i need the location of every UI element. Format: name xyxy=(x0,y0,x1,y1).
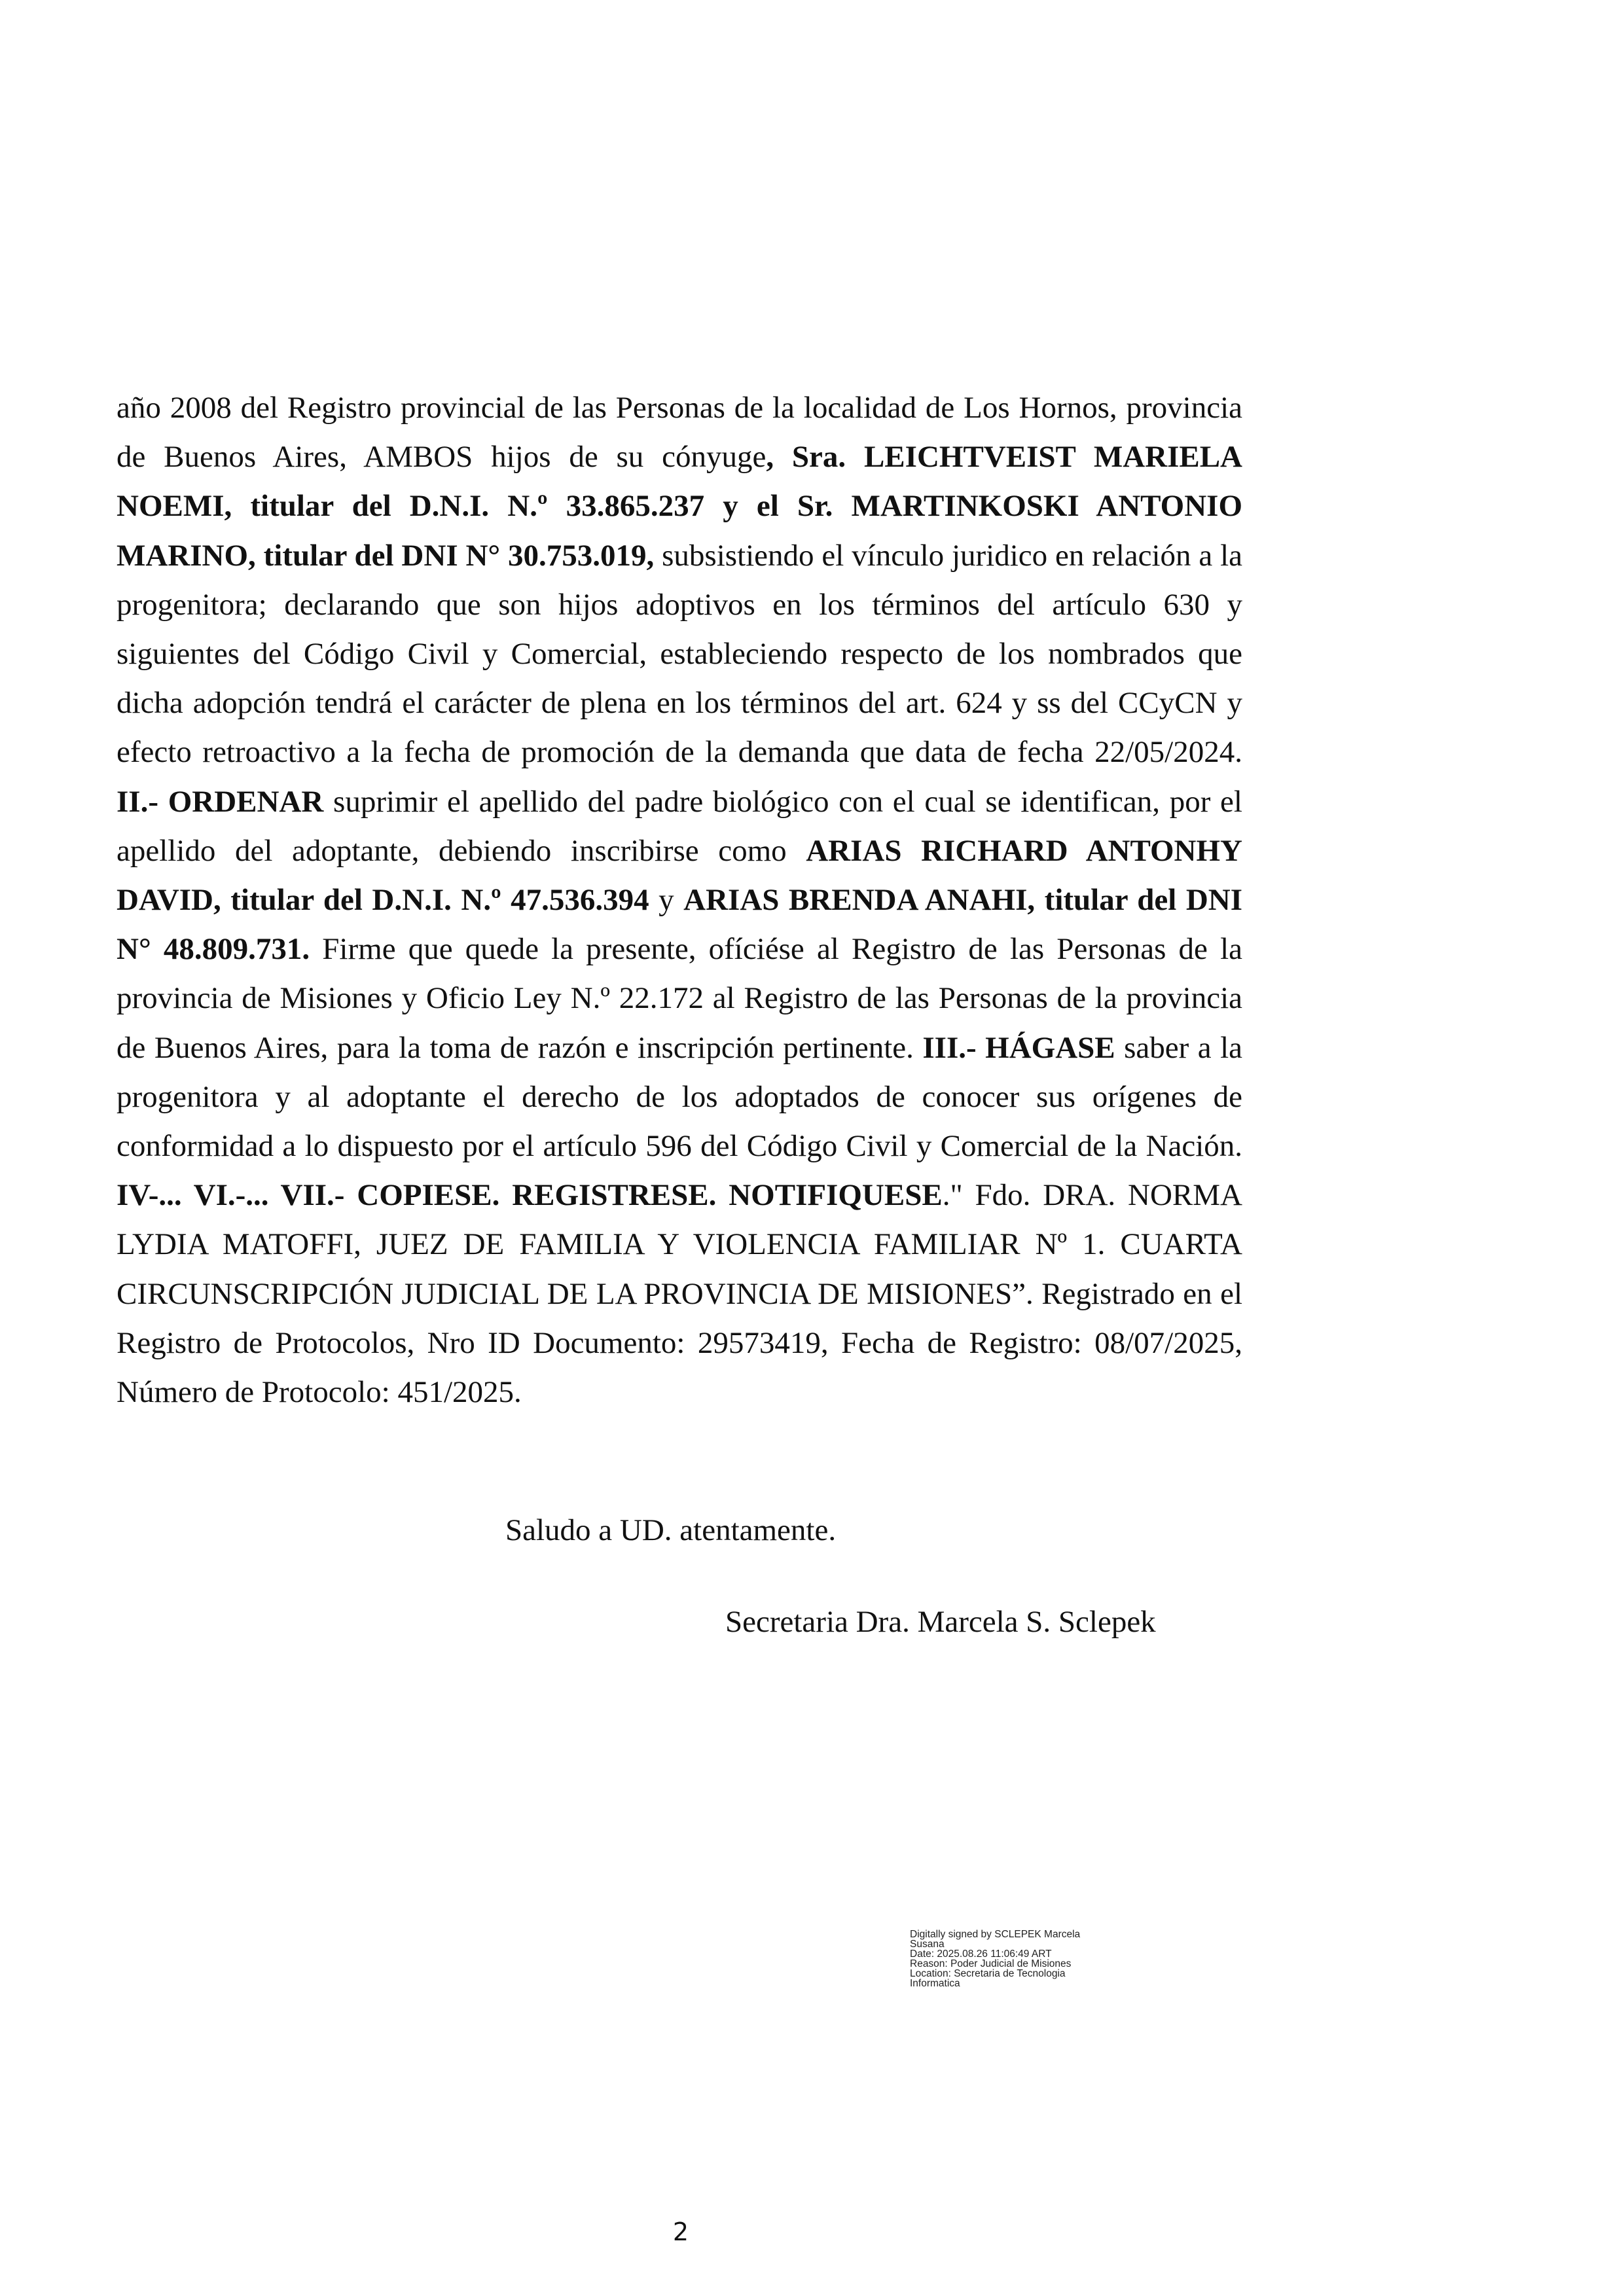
signature-line: Susana xyxy=(910,1939,945,1950)
text-segment: subsistiendo el vínculo juridico en relación a la progenitora; declarando que son hijos adoptivos en los términos del artículo 630 y siguientes del Código Civil y Comercial, estableciendo respecto de los nombrados que dicha adopción tendrá el carácter de plena en los términos del art. 624 y ss del CCyCN y efecto retroactivo a la fecha de promoción de la demanda que data de fecha 22/05/2024. xyxy=(117,538,1243,770)
text-segment: ." Fdo. DRA. NORMA LYDIA MATOFFI, JUEZ DE FAMILIA Y VIOLENCIA FAMILIAR Nº 1. CUARTA CIRCUNSCRIPCIÓN JUDICIAL DE LA PROVINCIA DE MISIONES”. Registrado en el Registro de Protocolos, Nro ID Documento: 29573419, Fecha de Registro: 08/07/2025, Número de Protocolo: 451/2025. xyxy=(117,1178,1242,1410)
text-segment: y xyxy=(649,883,684,918)
text-segment-bold: II.- ORDENAR xyxy=(117,784,324,819)
signature-line: Digitally signed by SCLEPEK Marcela xyxy=(910,1929,1081,1940)
signature-line: Reason: Poder Judicial de Misiones xyxy=(910,1958,1072,1969)
text-segment-bold: III.- HÁGASE xyxy=(922,1030,1115,1065)
text-segment-bold: , Sra. LEICHTVEIST MARIELA NOEMI, titular del D.N.I. N.º 33.865.237 y el Sr. MARTINKOSKI ANTONIO MARINO, titular del DNI N° 30.753.019, xyxy=(117,440,1243,573)
closing-salutation: Saludo a UD. atentamente. xyxy=(505,1513,837,1547)
digital-signature-stamp xyxy=(910,1929,1132,1988)
text-segment: suprimir el apellido del padre biológico con el cual se identifican, por el apellido del adoptante, debiendo inscribirse como xyxy=(117,784,1242,868)
text-segment: Firme que quede la presente, ofíciése al Registro de las Personas de la provincia de Misiones y Oficio Ley N.º 22.172 al Registro de las Personas de la provincia de Buenos Aires, para la toma de razón e inscripción pertinente. xyxy=(117,932,1242,1065)
body-paragraph xyxy=(117,384,1242,1417)
signature-line: Informatica xyxy=(910,1978,960,1989)
text-segment-bold: ARIAS BRENDA ANAHI, titular del DNI N° 48.809.731. xyxy=(117,883,1243,967)
text-segment: año 2008 del Registro provincial de las Personas de la localidad de Los Hornos, provincia de Buenos Aires, AMBOS hijos de su cónyuge xyxy=(117,391,1242,475)
page-number: 2 xyxy=(672,2217,689,2246)
text-segment-bold: ARIAS RICHARD ANTONHY DAVID, titular del D.N.I. N.º 47.536.394 xyxy=(117,833,1242,918)
signer-name: Secretaria Dra. Marcela S. Sclepek xyxy=(725,1605,1156,1639)
text-segment: saber a la progenitora y al adoptante el derecho de los adoptados de conocer sus orígenes de conformidad a lo dispuesto por el artículo 596 del Código Civil y Comercial de la Nación. xyxy=(117,1030,1242,1164)
text-segment-bold: IV-... VI.-... VII.- COPIESE. REGISTRESE. NOTIFIQUESE xyxy=(117,1178,943,1213)
signature-line: Location: Secretaria de Tecnologia xyxy=(910,1968,1066,1979)
signature-line: Date: 2025.08.26 11:06:49 ART xyxy=(910,1948,1052,1960)
